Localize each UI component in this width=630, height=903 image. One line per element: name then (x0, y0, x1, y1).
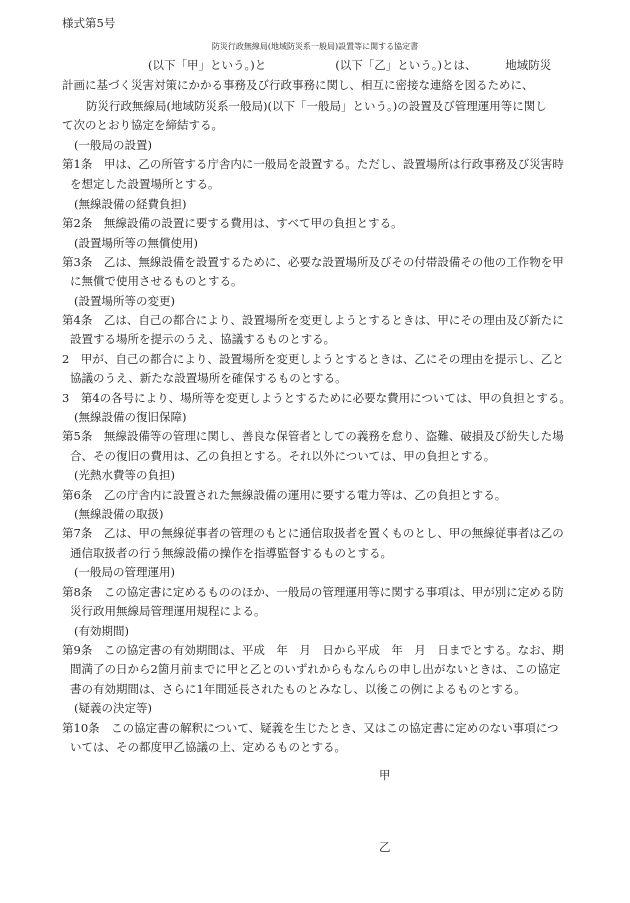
section-heading: (一般局の管理運用) (74, 565, 175, 579)
section-heading: (設置場所等の無償使用) (74, 236, 198, 250)
article-continuation: 合、その復旧の費用は、乙の負担とする。それ以外については、甲の負担とする。 (70, 449, 496, 463)
section-heading: (疑義の決定等) (74, 701, 152, 715)
section-heading: (一般局の設置) (74, 138, 152, 152)
article-line: 第8条 この協定書に定めるもののほか、一般局の管理運用等に関する事項は、甲が別に定める防 (62, 585, 564, 599)
section-heading: (無線設備の経費負担) (74, 197, 187, 211)
section-heading: (光熱水費等の負担) (74, 468, 175, 482)
party-b-signature: 乙 (379, 840, 391, 854)
intro-line: 計画に基づく災害対策にかかる事務及び行政事務に関し、相互に密接な連絡を図るために、 (62, 78, 534, 92)
article-continuation: 書の有効期間は、さらに1年間延長されたものとみなし、以後この例によるものとする。 (70, 682, 526, 696)
article-line: 第9条 この協定書の有効期間は、平成 年 月 日から平成 年 月 日までとする。なお、期 (62, 643, 564, 657)
section-heading: (有効期間) (74, 624, 129, 638)
article-continuation: 災行政用無線局管理運用規程による。 (70, 604, 266, 618)
article-line: 第7条 乙は、甲の無線従事者の管理のもとに通信取扱者を置くものとし、甲の無線従事者は乙の (62, 526, 564, 540)
article-continuation: 通信取扱者の行う無線設備の操作を指導監督するものとする。 (70, 546, 392, 560)
intro-line: て次のとおり協定を締結する。 (62, 118, 223, 132)
article-line: 第6条 乙の庁舎内に設置された無線設備の運用に要する電力等は、乙の負担とする。 (62, 488, 507, 502)
form-number: 様式第5号 (62, 16, 116, 30)
article-line: 第4条 乙は、自己の都合により、設置場所を変更しようとするときは、甲にその理由及び新たに (62, 313, 564, 327)
article-line: 第2条 無線設備の設置に要する費用は、すべて甲の負担とする。 (62, 216, 403, 230)
document-title: 防災行政無線局(地域防災系一般局)設置等に関する協定書 (211, 42, 419, 51)
article-line: 2 甲が、自己の都合により、設置場所を変更しようとするときは、乙にその理由を提示し、乙と (62, 352, 564, 366)
article-line: 第10条 この協定書の解釈について、疑義を生じたとき、又はこの協定書に定めのない事項につ (62, 721, 559, 735)
article-line: 第3条 乙は、無線設備を設置するために、必要な設置場所及びその付帯設備その他の工作物を甲 (62, 255, 564, 269)
article-line: 第5条 無線設備等の管理に関し、善良な保管者としての義務を怠り、盗難、破損及び紛失した場 (62, 429, 564, 443)
article-continuation: に無償で使用させるものとする。 (70, 274, 243, 288)
article-continuation: 設置する場所を提示のうえ、協議するものとする。 (70, 332, 336, 346)
section-heading: (設置場所等の変更) (74, 294, 175, 308)
article-continuation: いては、その都度甲乙協議の上、定めるものとする。 (70, 740, 346, 754)
section-heading: (無線設備の取扱) (74, 507, 164, 521)
article-line: 第1条 甲は、乙の所管する庁舎内に一般局を設置する。ただし、設置場所は行政事務及び災害時 (62, 157, 564, 171)
article-continuation: 間満了の日から2箇月前までに甲と乙とのいずれからもなんらの申し出がないときは、この協定 (70, 662, 561, 676)
article-continuation: 協議のうえ、新たな設置場所を確保するものとする。 (70, 371, 347, 385)
party-a-signature: 甲 (379, 768, 391, 782)
article-line: 3 第4の各号により、場所等を変更しようとするために必要な費用については、甲の負担とする。 (62, 391, 571, 405)
intro-line: 防災行政無線局(地域防災系一般局)(以下「一般局」という。)の設置及び管理運用等に関し (86, 99, 547, 113)
article-continuation: を想定した設置場所とする。 (70, 177, 220, 191)
intro-line: (以下「甲」という。)と (以下「乙」という。)とは、 地域防災 (148, 58, 552, 72)
section-heading: (無線設備の復旧保障) (74, 410, 187, 424)
